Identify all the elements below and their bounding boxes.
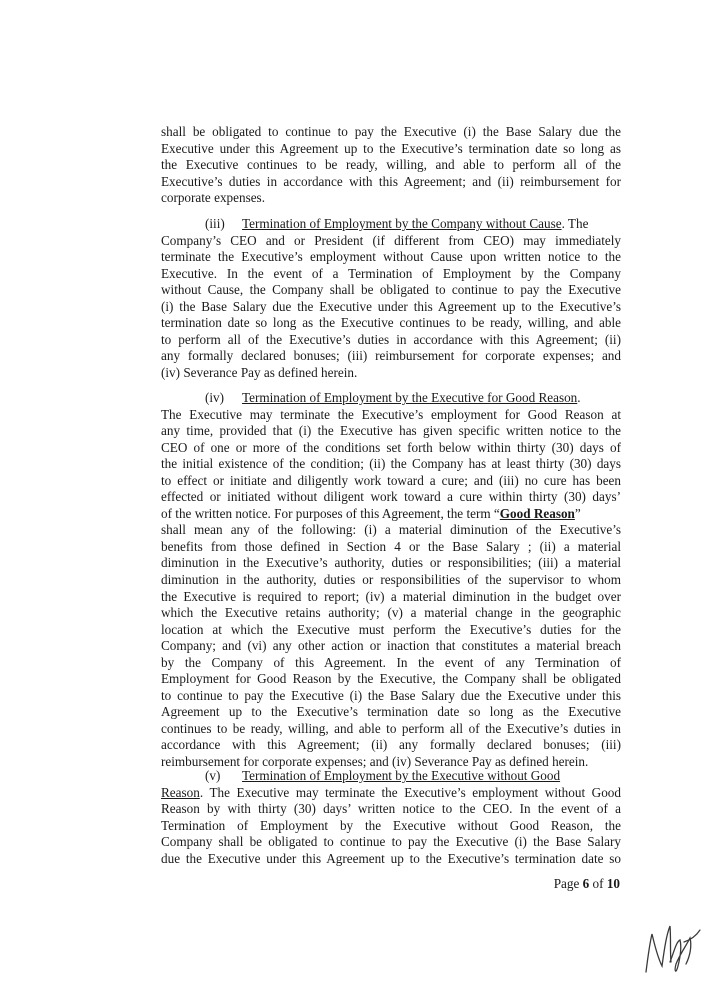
paragraph-without-good-reason — [161, 768, 621, 867]
text-line: (iv) Severance Pay as defined herein. — [161, 364, 358, 380]
heading-tail: . The — [561, 216, 589, 231]
text-line: any formally declared bonuses; (iii) reimbursement for corporate expenses; and — [161, 348, 621, 364]
text-line: terminate the Executive’s employment without Cause upon written notice to the — [161, 249, 621, 265]
text-line: (i) the Base Salary due the Executive under this Agreement up to the Executive’s — [161, 298, 621, 314]
text-line: diminution in the authority, duties or responsibilities of the supervisor to whom — [161, 572, 621, 588]
text-line: without Cause, the Company shall be obligated to continue to pay the Executive — [161, 282, 621, 298]
section-number: (iv) — [205, 390, 225, 405]
text-line: Company shall be obligated to continue to pay the Executive (i) the Base Salary — [161, 834, 621, 850]
text-line: Executive under this Agreement up to the Executive’s termination date so long as — [161, 140, 621, 156]
text-line: corporate expenses. — [161, 190, 265, 206]
section-heading-continuation — [161, 785, 621, 802]
text-line: due the Executive under this Agreement up to the Executive’s termination date so — [161, 850, 621, 866]
section-heading-line — [161, 390, 621, 407]
defined-term: Good Reason — [499, 505, 575, 521]
heading-tail: . — [577, 390, 581, 405]
text-line: Company; and (vi) any other action or inaction that constitutes a material breach — [161, 638, 621, 654]
term-post: ” — [574, 505, 581, 521]
text-line: Executive’s duties in accordance with this Agreement; and (ii) reimbursement for — [161, 173, 621, 189]
text-line: location at which the Executive must perform the Executive’s duties for the — [161, 621, 621, 637]
section-heading: Termination of Employment by the Executive without Good — [242, 768, 561, 783]
text-line: any time, provided that (i) the Executive has given specific written notice to the — [161, 423, 621, 439]
text-line: accordance with this Agreement; (ii) any formally declared bonuses; (iii) — [161, 737, 621, 753]
section-heading-line — [161, 216, 621, 233]
text-line: CEO of one or more of the conditions set forth below within thirty (30) days of — [161, 439, 621, 455]
text-line: by the Company of this Agreement. In the event of any Termination of — [161, 654, 621, 670]
page-prefix: Page — [553, 876, 583, 891]
text-line: to perform all of the Executive’s duties in accordance with this Agreement; (ii) — [161, 331, 621, 347]
text-line: the Executive continues to be ready, willing, and able to perform all of the — [161, 157, 621, 173]
term-pre: of the written notice. For purposes of this Agreement, the term “ — [161, 505, 500, 521]
text-line: Reason by with thirty (30) days’ written notice to the CEO. In the event of a — [161, 801, 621, 817]
text-line: Company’s CEO and or President (if different from CEO) may immediately — [161, 232, 621, 248]
section-heading: Termination of Employment by the Company without Cause — [242, 216, 562, 231]
section-heading: Termination of Employment by the Executive for Good Reason — [242, 390, 578, 405]
text-line: the initial existence of the condition; (ii) the Company has at least thirty (30) days — [161, 456, 621, 472]
text-line: the Executive is required to report; (iv) a material diminution in the budget over — [161, 588, 621, 604]
text-line: Executive. In the event of a Termination of Employment by the Company — [161, 265, 621, 281]
text-line: Agreement up to the Executive’s termination date so long as the Executive — [161, 704, 621, 720]
paragraph-termination-without-cause — [161, 216, 621, 381]
text-line: continues to be ready, willing, and able to perform all of the Executive’s duties in — [161, 720, 621, 736]
text-line: benefits from those defined in Section 4 or the Base Salary ; (ii) a material — [161, 538, 621, 554]
text-line: reimbursement for corporate expenses; and (iv) Severance Pay as defined herein. — [161, 754, 589, 770]
section-number: (v) — [205, 768, 221, 783]
text-line: Termination of Employment by the Executive without Good Reason, the — [161, 817, 621, 833]
text-line-defined-term — [161, 506, 621, 523]
text-line: effected or initiated without diligent work toward a cure within thirty (30) days’ — [161, 489, 621, 505]
text-line: Employment for Good Reason by the Executive, the Company shall be obligated — [161, 671, 621, 687]
text-line: diminution in the Executive’s authority, duties or responsibilities; (iii) a material — [161, 555, 621, 571]
page-current: 6 — [582, 876, 590, 891]
page-of: of — [589, 876, 607, 891]
page-total: 10 — [606, 876, 620, 891]
text-line: to effect or initiate and diligently work toward a cure; and (iii) no cure has been — [161, 472, 621, 488]
text-line: termination date so long as the Executive continues to be ready, willing, and able — [161, 315, 621, 331]
text-line: The Executive may terminate the Executive’s employment for Good Reason at — [161, 406, 621, 422]
section-heading-cont: Reason — [161, 784, 200, 800]
initials-signature — [640, 912, 704, 976]
paragraph-continuation — [161, 124, 621, 207]
text-line: which the Executive retains authority; (v) a material change in the geographic — [161, 605, 621, 621]
text-line: shall be obligated to continue to pay the Executive (i) the Base Salary due the — [161, 124, 621, 139]
heading-cont-tail: . The Executive may terminate the Executive’s employment without Good — [199, 784, 621, 800]
section-heading-line — [161, 768, 621, 785]
text-line: to continue to pay the Executive (i) the Base Salary due the Executive under this — [161, 687, 621, 703]
page-number — [460, 876, 620, 892]
paragraph-good-reason — [161, 390, 621, 771]
section-number: (iii) — [205, 216, 225, 231]
text-line: shall mean any of the following: (i) a material diminution of the Executive’s — [161, 522, 621, 538]
